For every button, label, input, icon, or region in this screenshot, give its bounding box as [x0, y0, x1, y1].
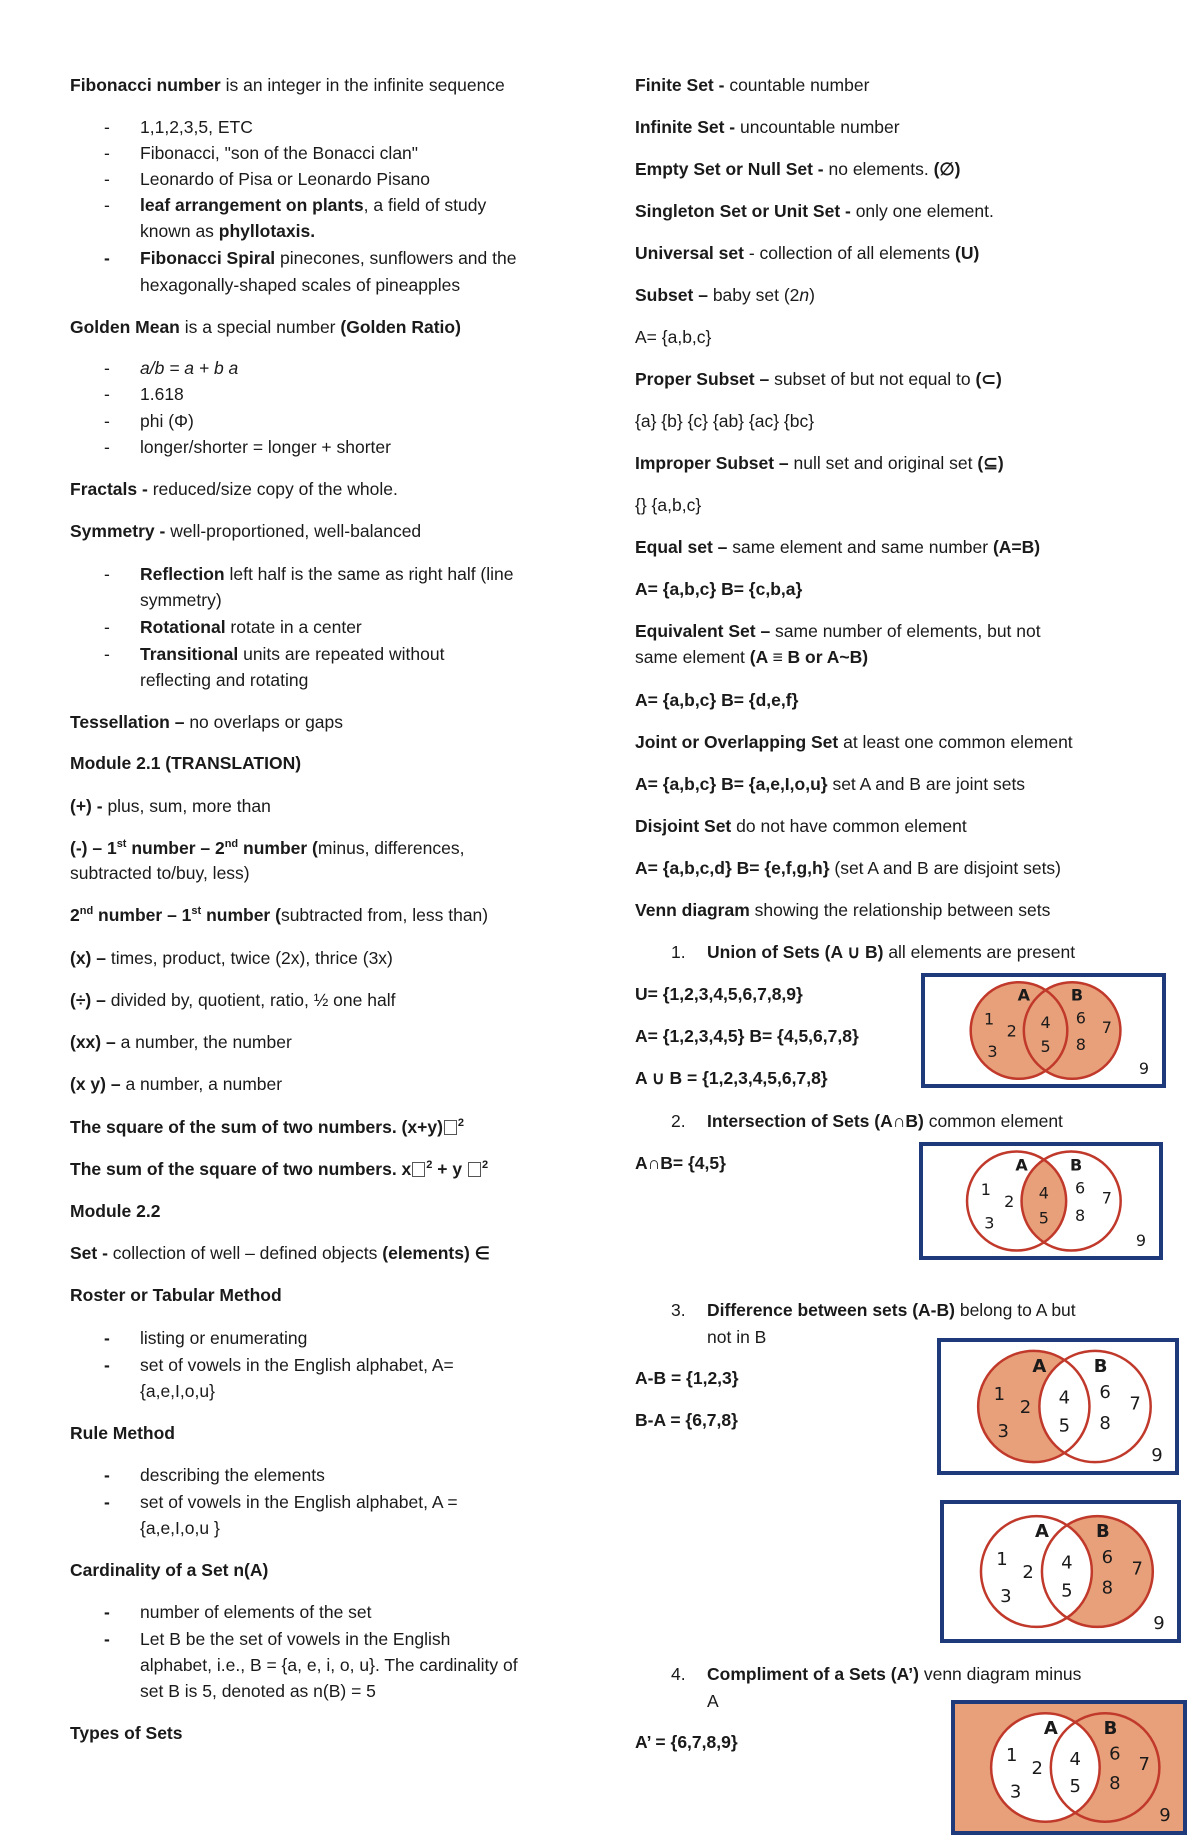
element-1: 1 — [996, 1548, 1008, 1570]
venn-svg — [919, 1142, 1163, 1260]
element-7: 7 — [1101, 1188, 1112, 1208]
element-8: 8 — [1109, 1773, 1121, 1795]
venn-svg — [951, 1700, 1187, 1835]
fibonacci-def: is an integer in the infinite sequence — [220, 75, 505, 95]
list-item-cont: reflecting and rotating — [140, 670, 309, 690]
element-8: 8 — [1099, 1412, 1111, 1434]
element-1: 1 — [980, 1180, 991, 1200]
improper-subset-line: Improper Subset – null set and original set (⊆) — [635, 453, 1004, 473]
element-4: 4 — [1069, 1748, 1081, 1770]
venn-union — [921, 973, 1166, 1088]
element-2: 2 — [1006, 1021, 1017, 1041]
empty-set-line: Empty Set or Null Set - no elements. (∅) — [635, 159, 961, 179]
equivalent-set-line: Equivalent Set – same number of elements, but not — [635, 621, 1041, 641]
divide-line: (÷) – divided by, quotient, ratio, ½ one half — [70, 990, 396, 1010]
complement-heading-cont: A — [707, 1691, 719, 1711]
fibonacci-heading — [70, 74, 505, 96]
element-2: 2 — [1019, 1397, 1032, 1419]
set-definition: Set - collection of well – defined objects (elements) ∈ — [70, 1243, 490, 1263]
disjoint-set-example: A= {a,b,c,d} B= {e,f,g,h} (set A and B are disjoint sets) — [635, 858, 1062, 878]
set-a-label: A — [1032, 1355, 1047, 1377]
fractals-line: Fractals - reduced/size copy of the whole. — [70, 479, 398, 499]
roster-heading: Roster or Tabular Method — [70, 1285, 282, 1305]
union-sets: A= {1,2,3,4,5} B= {4,5,6,7,8} — [635, 1026, 859, 1046]
venn-b-minus-a — [940, 1500, 1181, 1643]
list-item-cont: {a,e,I,o,u} — [140, 1381, 215, 1401]
element-7: 7 — [1138, 1754, 1150, 1776]
singleton-set-line: Singleton Set or Unit Set - only one element. — [635, 201, 994, 221]
cardinality-heading: Cardinality of a Set n(A) — [70, 1560, 269, 1580]
list-item-cont: alphabet, i.e., B = {a, e, i, o, u}. The cardinality of — [140, 1655, 518, 1675]
infinite-set-line: Infinite Set - uncountable number — [635, 117, 900, 137]
element-9: 9 — [1138, 1059, 1150, 1078]
venn-a-minus-b — [937, 1338, 1179, 1475]
element-1: 1 — [983, 1009, 995, 1029]
plus-line: (+) - plus, sum, more than — [70, 796, 271, 816]
subtract-line: 2nd number – 1st number (subtracted from, less than) — [70, 905, 489, 925]
element-5: 5 — [1040, 1037, 1051, 1057]
equal-set-example: A= {a,b,c} B= {c,b,a} — [635, 579, 803, 599]
box-glyph — [468, 1162, 481, 1177]
venn-intersection — [919, 1142, 1163, 1260]
minus-line-cont: subtracted to/buy, less) — [70, 863, 250, 883]
proper-subset-line: Proper Subset – subset of but not equal to (⊂) — [635, 369, 1002, 389]
element-6: 6 — [1101, 1547, 1114, 1569]
difference-heading-cont: not in B — [707, 1327, 767, 1347]
set-b-label: B — [1070, 985, 1084, 1005]
intersection-heading: 2. Intersection of Sets (A∩B) common element — [671, 1111, 1063, 1131]
element-9: 9 — [1151, 1445, 1163, 1466]
equal-set-line: Equal set – same element and same number (A=B) — [635, 537, 1041, 557]
element-5: 5 — [1061, 1580, 1073, 1602]
element-7: 7 — [1131, 1558, 1144, 1580]
set-b-label: B — [1096, 1521, 1110, 1543]
element-5: 5 — [1038, 1208, 1049, 1228]
element-1: 1 — [993, 1383, 1006, 1405]
square-of-sum-line: The square of the sum of two numbers. (x+y) $^2$ — [70, 1117, 465, 1137]
list-item-cont: symmetry) — [140, 590, 222, 610]
b-minus-a: B-A = {6,7,8} — [635, 1410, 738, 1430]
venn-complement — [951, 1700, 1187, 1835]
venn-svg — [940, 1500, 1181, 1643]
a-minus-b: A-B = {1,2,3} — [635, 1368, 739, 1388]
equivalent-set-line-cont: same element (A ≡ B or A~B) — [635, 647, 869, 667]
element-8: 8 — [1101, 1577, 1114, 1599]
finite-set-line: Finite Set - countable number — [635, 75, 870, 95]
element-1: 1 — [1006, 1744, 1018, 1766]
equivalent-set-example: A= {a,b,c} B= {d,e,f} — [635, 690, 799, 710]
improper-subset-example: {} {a,b,c} — [635, 495, 702, 515]
module-2-2-heading: Module 2.2 — [70, 1201, 161, 1221]
list-item-cont: set B is 5, denoted as n(B) = 5 — [140, 1681, 376, 1701]
element-8: 8 — [1074, 1205, 1086, 1225]
subset-example: A= {a,b,c} — [635, 327, 712, 347]
intersection-result: A∩B= {4,5} — [635, 1153, 726, 1173]
tessellation-line: Tessellation – no overlaps or gaps — [70, 712, 344, 732]
set-b-label: B — [1103, 1717, 1118, 1739]
element-8: 8 — [1075, 1034, 1086, 1054]
difference-heading: 3. Difference between sets (A-B) belong to A but — [671, 1300, 1076, 1320]
subset-line: Subset – baby set (2n) — [635, 285, 815, 305]
venn-svg — [921, 973, 1166, 1088]
disjoint-set-line: Disjoint Set do not have common element — [635, 816, 967, 836]
element-6: 6 — [1075, 1008, 1086, 1028]
element-4: 4 — [1058, 1387, 1071, 1409]
element-4: 4 — [1040, 1013, 1051, 1033]
element-9: 9 — [1159, 1805, 1171, 1826]
set-a-label: A — [1043, 1717, 1058, 1739]
union-universe: U= {1,2,3,4,5,6,7,8,9} — [635, 984, 803, 1004]
element-5: 5 — [1069, 1775, 1081, 1797]
golden-mean-heading: Golden Mean is a special number (Golden Ratio) — [70, 317, 461, 337]
venn-svg — [937, 1338, 1179, 1475]
element-6: 6 — [1074, 1178, 1086, 1198]
element-9: 9 — [1153, 1613, 1165, 1634]
element-6: 6 — [1109, 1743, 1121, 1765]
list-item-cont: hexagonally-shaped scales of pineapples — [140, 275, 461, 295]
xy-line: (x y) – a number, a number — [70, 1074, 283, 1094]
complement-heading: 4. Compliment of a Sets (A’) venn diagram minus — [671, 1664, 1082, 1684]
element-3: 3 — [987, 1042, 998, 1062]
set-a-label: A — [1015, 1155, 1028, 1175]
element-4: 4 — [1061, 1552, 1073, 1574]
universal-set-line: Universal set - collection of all elements (U) — [635, 243, 980, 263]
types-heading: Types of Sets — [70, 1723, 183, 1743]
element-4: 4 — [1038, 1183, 1049, 1203]
venn-diagram-line: Venn diagram showing the relationship between sets — [635, 900, 1051, 920]
minus-line: (-) – 1st number – 2nd number (minus, differences, — [70, 838, 465, 858]
set-b-label: B — [1093, 1355, 1108, 1377]
sum-of-squares-line: The sum of the square of two numbers. x $^2$ + y $^2$ — [70, 1159, 489, 1179]
symmetry-line: Symmetry - well-proportioned, well-balanced — [70, 521, 422, 541]
element-3: 3 — [984, 1213, 995, 1233]
module-2-1-heading: Module 2.1 (TRANSLATION) — [70, 753, 302, 773]
element-5: 5 — [1058, 1415, 1071, 1437]
xx-line: (xx) – a number, the number — [70, 1032, 292, 1052]
box-glyph — [444, 1120, 457, 1135]
element-7: 7 — [1101, 1017, 1112, 1037]
box-glyph — [412, 1162, 425, 1177]
joint-set-line: Joint or Overlapping Set at least one common element — [635, 732, 1073, 752]
set-b-label: B — [1069, 1155, 1083, 1175]
union-result: A ∪ B = {1,2,3,4,5,6,7,8} — [635, 1068, 828, 1088]
rule-heading: Rule Method — [70, 1423, 175, 1443]
element-3: 3 — [1009, 1781, 1022, 1803]
element-2: 2 — [1031, 1758, 1043, 1780]
element-2: 2 — [1022, 1562, 1034, 1584]
complement-result: A’ = {6,7,8,9} — [635, 1732, 738, 1752]
list-item-cont: {a,e,I,o,u } — [140, 1518, 220, 1538]
list-item-cont: known as phyllotaxis. — [140, 221, 316, 241]
element-9: 9 — [1135, 1231, 1147, 1250]
element-6: 6 — [1099, 1382, 1111, 1404]
element-2: 2 — [1004, 1191, 1015, 1211]
joint-set-example: A= {a,b,c} B= {a,e,I,o,u} set A and B are joint sets — [635, 774, 1026, 794]
set-a-label: A — [1034, 1521, 1049, 1543]
times-line: (x) – times, product, twice (2x), thrice (3x) — [70, 948, 393, 968]
element-3: 3 — [1000, 1585, 1012, 1607]
element-7: 7 — [1129, 1393, 1141, 1415]
proper-subset-example: {a} {b} {c} {ab} {ac} {bc} — [635, 411, 815, 431]
set-a-label: A — [1017, 985, 1031, 1005]
fibonacci-term: Fibonacci number — [70, 75, 221, 95]
element-3: 3 — [997, 1421, 1009, 1443]
union-heading: 1. Union of Sets (A ∪ B) all elements are present — [671, 942, 1076, 962]
